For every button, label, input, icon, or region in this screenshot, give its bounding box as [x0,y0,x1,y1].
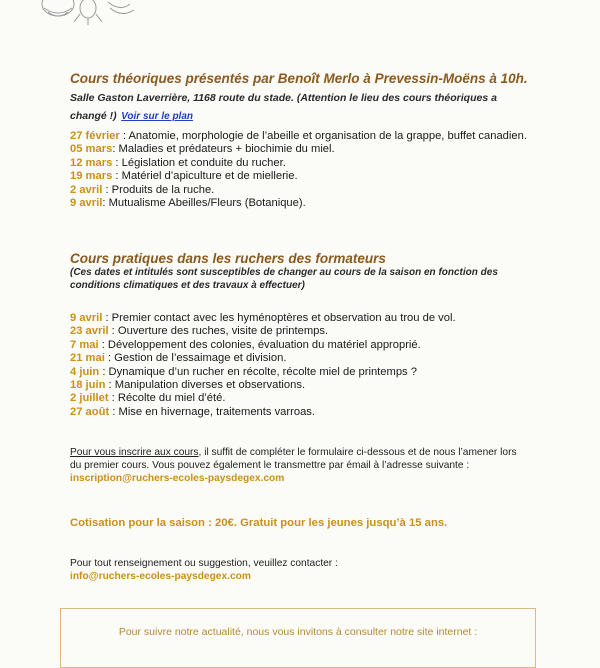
list-item [70,130,530,143]
item-text: : Dynamique d’un rucher en récolte, récolte miel de printemps ? [99,365,417,378]
inscription-paragraph [70,446,530,485]
item-text: : Manipulation diverses et observations. [105,379,306,392]
item-date: 05 mars [70,143,113,156]
list-item [70,392,530,405]
footer-text: Pour suivre notre actualité, nous vous invitons à consulter notre site internet : [118,626,478,638]
practice-heading: Cours pratiques dans les ruchers des formateurs [70,251,386,266]
item-text: : Produits de la ruche. [102,183,215,196]
item-text: : Récolte du miel d’été. [108,392,226,405]
list-item [70,339,530,352]
contact-email-link[interactable]: info@ruchers-ecoles-paysdegex.com [70,571,251,582]
list-item [70,352,530,365]
theory-location: Salle Gaston Laverrière, 1168 route du stade. (Attention le lieu des cours théoriques a changé !) [70,92,497,122]
list-item [70,143,530,156]
theory-section [70,70,530,124]
list-item [70,184,530,197]
item-date: 4 juin [70,365,100,378]
list-item [70,325,530,338]
item-text: : Législation et conduite du rucher. [112,156,286,169]
contact-text: Pour tout renseignement ou suggestion, veuillez contacter : [70,558,338,569]
item-text: : Mise en hivernage, traitements varroas. [109,405,315,418]
item-date: 23 avril [70,325,109,338]
item-text: : Maladies et prédateurs + biochimie du miel. [112,143,335,156]
item-date: 12 mars [70,156,113,169]
inscription-email-link[interactable]: inscription@ruchers-ecoles-paysdegex.com [70,473,285,484]
item-date: 9 avril [70,312,103,324]
bee-illustration [30,0,140,26]
item-text: : Gestion de l’essaimage et division. [104,352,287,365]
item-date: 2 avril [70,183,103,196]
item-text: : Développement des colonies, évaluation du matériel approprié. [98,338,421,351]
item-date: 19 mars [70,170,113,183]
cotisation-text: Cotisation pour la saison : 20€. Gratuit pour les jeunes jusqu’à 15 ans. [70,517,448,529]
list-item [70,379,530,392]
list-item [70,366,530,379]
list-item [70,312,530,325]
item-date: 27 février [70,130,120,142]
list-item [70,170,530,183]
practice-section [70,250,530,292]
item-text: : Matériel d’apiculture et de miellerie. [112,170,298,183]
item-text: : Premier contact avec les hyménoptères et observation au trou de vol. [102,312,456,324]
inscription-text: , il suffit de compléter le formulaire ci-dessous et de nous l’amener lors du premier cours. Vous pouvez également le transmettre par émail à l’adresse suivante : [70,447,517,471]
item-date: 27 août [70,405,110,418]
practice-note: (Ces dates et intitulés sont susceptibles de changer au cours de la saison en fonction des conditions climatiques et des travaux à effectuer) [70,267,498,291]
list-item [70,197,530,210]
item-text: : Ouverture des ruches, visite de printemps. [108,325,329,338]
inscription-lead: Pour vous inscrire aux cours [70,447,199,458]
list-item [70,157,530,170]
theory-heading [70,70,530,124]
list-item [70,406,530,419]
footer-box [60,608,536,668]
item-date: 7 mai [70,338,99,351]
plan-link[interactable]: Voir sur le plan [121,111,193,122]
item-date: 21 mai [70,352,105,365]
theory-title: Cours théoriques présentés par Benoît Merlo à Prevessin-Moëns à 10h. [70,71,528,86]
item-text: : Mutualisme Abeilles/Fleurs (Botanique). [102,197,306,210]
practice-list [70,312,530,419]
item-text: : Anatomie, morphologie de l’abeille et organisation de la grappe, buffet canadien. [119,130,527,142]
contact-block [70,557,530,583]
cotisation-line [70,513,530,531]
item-date: 18 juin [70,379,106,392]
theory-list [70,130,530,210]
item-date: 2 juillet [70,392,109,405]
item-date: 9 avril [70,197,103,210]
